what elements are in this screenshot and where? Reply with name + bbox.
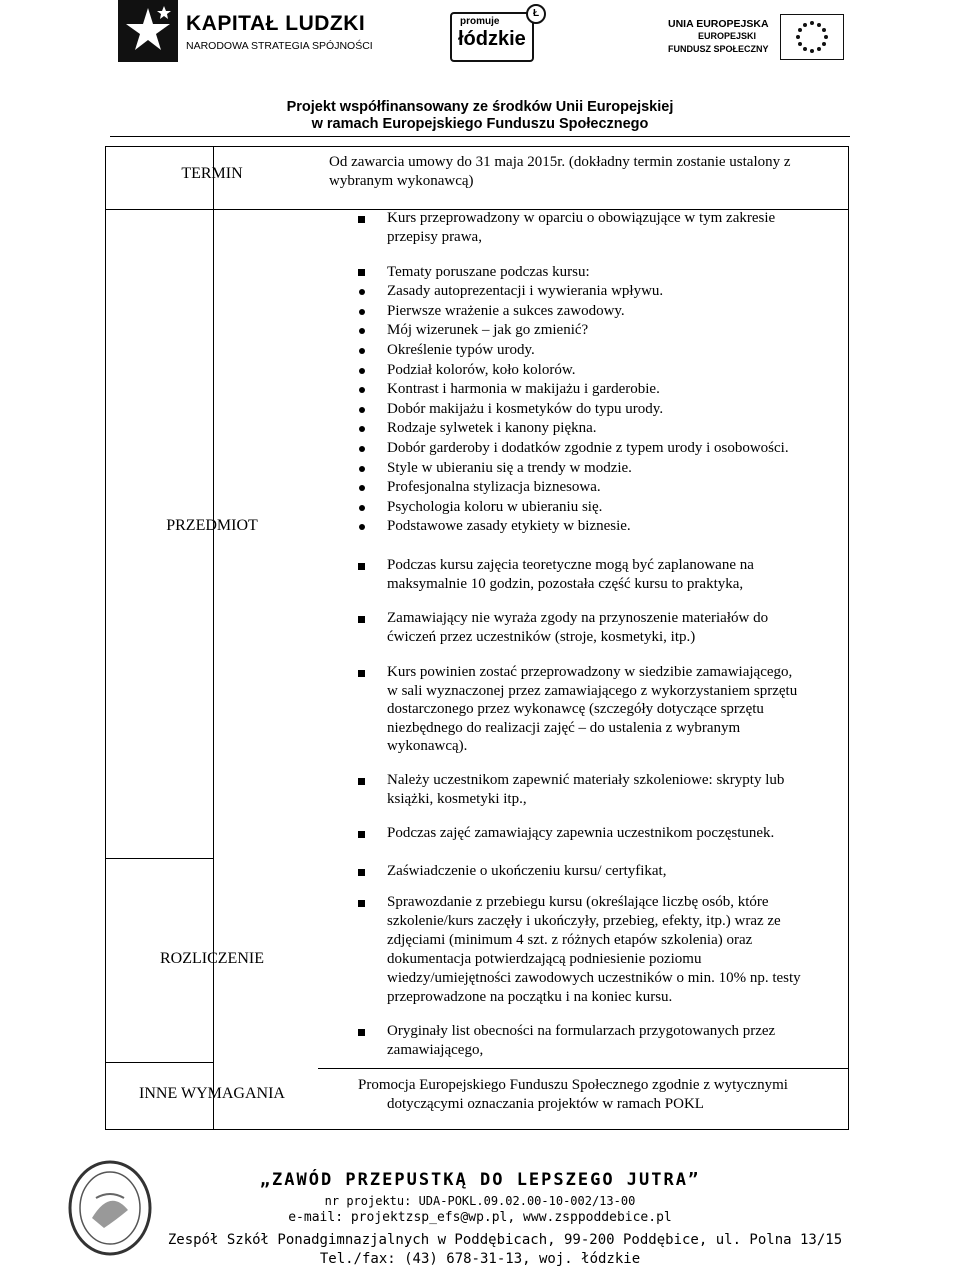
bullet-square-icon: [358, 900, 365, 907]
topic-item: Określenie typów urody.: [387, 342, 535, 358]
przedmiot-p4-line-1: Zamawiający nie wyraża zgody na przynoszenie materiałów do: [387, 610, 769, 626]
project-funding-line-1: Projekt współfinansowany ze środków Unii Europejskiej: [286, 99, 674, 115]
rozliczenie-r2-line-4: dokumentacja potwierdzającą podniesienie poziomu: [387, 951, 702, 967]
topic-item: Dobór makijażu i kosmetyków do typu urody.: [387, 401, 664, 417]
lodzkie-mark-icon: Ł: [526, 4, 546, 24]
rozliczenie-r3-line-1: Oryginały list obecności na formularzach przygotowanych przez: [387, 1023, 776, 1039]
bullet-dot-icon: [359, 328, 365, 334]
header-divider: [110, 136, 850, 137]
row-divider-rozliczenie: [105, 1062, 213, 1063]
rozliczenie-r3-line-2: zamawiającego,: [387, 1042, 484, 1058]
przedmiot-p5-line-4: niezbędnego do realizacji zajęć – do ustalenia z wybranym: [387, 720, 741, 736]
rozliczenie-r2-line-1: Sprawozdanie z przebiegu kursu (określające liczbę osób, które: [387, 894, 769, 910]
promuje-label: promuje: [460, 16, 500, 27]
topic-item: Pierwsze wrażenie a sukces zawodowy.: [387, 303, 625, 319]
rozliczenie-r2-line-5: wiedzy/umiejętności zawodowych uczestników o min. 10% np. testy: [387, 970, 801, 986]
bullet-square-icon: [358, 670, 365, 677]
bullet-square-icon: [358, 616, 365, 623]
footer-phone: Tel./fax: (43) 678-31-13, woj. łódzkie: [319, 1251, 641, 1267]
topic-item: Style w ubieraniu się a trendy w modzie.: [387, 460, 632, 476]
topic-item: Zasady autoprezentacji i wywierania wpływu.: [387, 283, 664, 299]
przedmiot-p6-line-2: książki, kosmetyki itp.,: [387, 791, 527, 807]
bullet-dot-icon: [359, 289, 365, 295]
termin-line-1: Od zawarcia umowy do 31 maja 2015r. (dokładny termin zostanie ustalony z: [329, 154, 791, 170]
eu-logo: [668, 14, 848, 60]
przedmiot-p7: Podczas zajęć zamawiający zapewnia uczestnikom poczęstunek.: [387, 825, 775, 841]
row-label-rozliczenie: ROZLICZENIE: [160, 950, 264, 967]
lodzkie-label: łódzkie: [458, 28, 526, 50]
row-label-przedmiot: PRZEDMIOT: [166, 517, 258, 534]
footer-email: e-mail: projektzsp_efs@wp.pl, www.zsppoddebice.pl: [288, 1210, 672, 1225]
przedmiot-p5-line-1: Kurs powinien zostać przeprowadzony w siedzibie zamawiającego,: [387, 664, 793, 680]
przedmiot-p3-line-1: Podczas kursu zajęcia teoretyczne mogą być zaplanowane na: [387, 557, 754, 573]
inne-line-2: dotyczącymi oznaczania projektów w ramach POKL: [387, 1096, 704, 1112]
przedmiot-p1-line-2: przepisy prawa,: [387, 229, 482, 245]
inne-line-1: Promocja Europejskiego Funduszu Społecznego zgodnie z wytycznymi: [358, 1077, 788, 1093]
bullet-dot-icon: [359, 466, 365, 472]
topic-item: Kontrast i harmonia w makijażu i garderobie.: [387, 381, 660, 397]
kapital-ludzki-star-icon: [118, 0, 178, 62]
topic-item: Podstawowe zasady etykiety w biznesie.: [387, 518, 631, 534]
bullet-square-icon: [358, 563, 365, 570]
bullet-dot-icon: [359, 485, 365, 491]
bullet-dot-icon: [359, 446, 365, 452]
przedmiot-p1-line-1: Kurs przeprowadzony w oparciu o obowiązujące w tym zakresie: [387, 210, 776, 226]
przedmiot-p6-line-1: Należy uczestnikom zapewnić materiały szkoleniowe: skrypty lub: [387, 772, 785, 788]
eu-subtitle-1: EUROPEJSKI: [698, 31, 757, 41]
topic-item: Mój wizerunek – jak go zmienić?: [387, 322, 589, 338]
przedmiot-p3-line-2: maksymalnie 10 godzin, pozostała część kursu to praktyka,: [387, 576, 744, 592]
row-label-inne-wymagania: INNE WYMAGANIA: [139, 1085, 285, 1102]
rozliczenie-r2-line-6: przeprowadzone na początku i na koniec kursu.: [387, 989, 673, 1005]
kapital-ludzki-title: KAPITAŁ LUDZKI: [186, 12, 366, 35]
bullet-dot-icon: [359, 387, 365, 393]
bullet-square-icon: [358, 869, 365, 876]
promuje-lodzkie-logo: [450, 4, 542, 60]
rozliczenie-r2-line-2: szkolenie/kurs zaczęły i ukończyły, przebieg, efekty, itp.) wraz ze: [387, 913, 781, 929]
table-column-divider: [213, 146, 214, 1130]
bullet-dot-icon: [359, 407, 365, 413]
bullet-dot-icon: [359, 309, 365, 315]
topic-item: Rodzaje sylwetek i kanony piękna.: [387, 420, 597, 436]
row-divider-inne: [318, 1068, 849, 1069]
przedmiot-p2: Tematy poruszane podczas kursu:: [387, 264, 590, 280]
bullet-dot-icon: [359, 524, 365, 530]
termin-line-2: wybranym wykonawcą): [329, 173, 474, 189]
bullet-square-icon: [358, 269, 365, 276]
przedmiot-p4-line-2: ćwiczeń przez uczestników (stroje, kosmetyki, itp.): [387, 629, 696, 645]
topic-item: Podział kolorów, koło kolorów.: [387, 362, 576, 378]
row-divider-przedmiot: [105, 858, 213, 859]
rozliczenie-r2-line-3: zdjęciami (minimum 4 szt. z różnych etapów szkolenia) oraz: [387, 932, 753, 948]
bullet-dot-icon: [359, 426, 365, 432]
footer-motto: „ZAWÓD PRZEPUSTKĄ DO LEPSZEGO JUTRA”: [259, 1170, 701, 1190]
bullet-square-icon: [358, 831, 365, 838]
kapital-ludzki-logo: [118, 0, 373, 62]
eu-flag-icon: [780, 14, 844, 60]
bullet-square-icon: [358, 1029, 365, 1036]
przedmiot-p5-line-3: dostarczonego przez wykonawcę (szczegóły dotyczące sprzętu: [387, 701, 764, 717]
rozliczenie-r1: Zaświadczenie o ukończeniu kursu/ certyfikat,: [387, 863, 667, 879]
bullet-square-icon: [358, 778, 365, 785]
row-label-termin: TERMIN: [181, 165, 243, 182]
footer-project-number: nr projektu: UDA-POKL.09.02.00-10-002/13-00: [324, 1194, 636, 1208]
bullet-dot-icon: [359, 348, 365, 354]
project-funding-line-2: w ramach Europejskiego Funduszu Społecznego: [311, 116, 649, 132]
przedmiot-p5-line-2: w sali wyznaczonej przez zamawiającego z wykorzystaniem sprzętu: [387, 683, 798, 699]
bullet-dot-icon: [359, 368, 365, 374]
topic-item: Profesjonalna stylizacja biznesowa.: [387, 479, 601, 495]
topic-item: Dobór garderoby i dodatków zgodnie z typem urody i osobowości.: [387, 440, 789, 456]
kapital-ludzki-subtitle: NARODOWA STRATEGIA SPÓJNOŚCI: [186, 40, 373, 52]
bullet-dot-icon: [359, 505, 365, 511]
topic-item: Psychologia koloru w ubieraniu się.: [387, 499, 603, 515]
przedmiot-p5-line-5: wykonawcą).: [387, 738, 468, 754]
bullet-square-icon: [358, 216, 365, 223]
eu-title: UNIA EUROPEJSKA: [668, 18, 769, 30]
eu-subtitle-2: FUNDUSZ SPOŁECZNY: [668, 44, 769, 54]
footer-school-address: Zespół Szkół Ponadgimnazjalnych w Poddębicach, 99-200 Poddębice, ul. Polna 13/15: [167, 1232, 843, 1248]
